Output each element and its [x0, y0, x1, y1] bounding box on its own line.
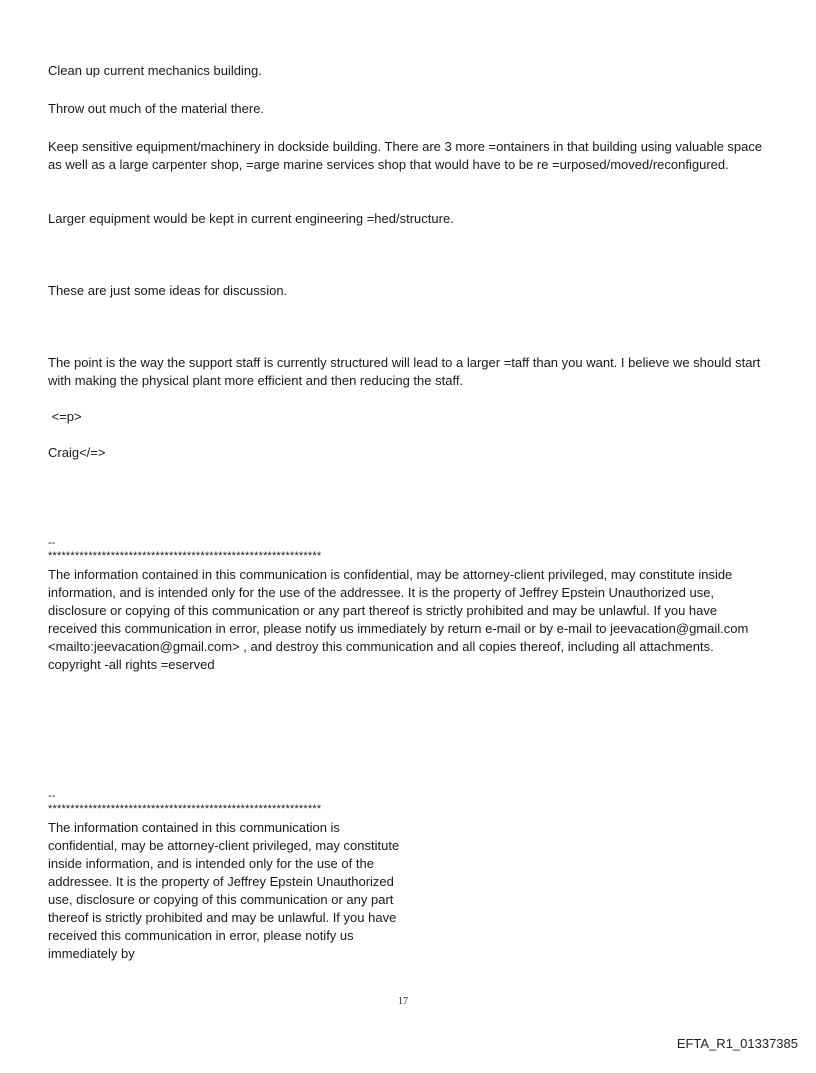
body-line-5: These are just some ideas for discussion.	[48, 283, 288, 298]
signature-line: Craig</=>	[48, 445, 106, 460]
separator-dashes-2: --	[48, 790, 56, 802]
body-line-2: Throw out much of the material there.	[48, 101, 265, 116]
confidentiality-disclaimer-1: The information contained in this communication is confidential, may be attorney-client privileged, may constitute inside information, and is intended only for the use of the addressee. It is the property of Jeffrey Epstein Unauthorized use, disclosure or copying of this communication or any part thereof is strictly prohibited and may be unlawful. If you have received this communication in error, please notify us immediately by return e-mail or by e-mail to jeevacation@gmail.com <mailto:jeevacation@gmail.com> , and destroy this communication and all copies thereof, including all attachments. copyright -all rights =eserved	[48, 567, 752, 672]
document-id: EFTA_R1_01337385	[676, 1036, 798, 1051]
body-paragraph-3: Keep sensitive equipment/machinery in dockside building. There are 3 more =ontainers in that building using valuable space as well as a large carpenter shop, =arge marine services shop that would have to be re =urposed/moved/reconfigured.	[48, 139, 766, 172]
confidentiality-disclaimer-2: The information contained in this communication is confidential, may be attorney-client privileged, may constitute inside information, and is intended only for the use of the addressee. It is the property of Jeffrey Epstein Unauthorized use, disclosure or copying of this communication or any part thereof is strictly prohibited and may be unlawful. If you have received this communication in error, please notify us immediately by	[48, 820, 403, 961]
separator-stars-1: *************************************************************	[48, 550, 322, 562]
body-line-7: <=p>	[48, 409, 82, 424]
body-paragraph-6: The point is the way the support staff is currently structured will lead to a larger =taff than you want. I believe we should start with making the physical plant more efficient and then reducing the staff.	[48, 355, 764, 388]
separator-dashes-1: --	[48, 537, 56, 549]
separator-stars-2: *************************************************************	[48, 803, 322, 815]
body-line-1: Clean up current mechanics building.	[48, 63, 262, 78]
page-number: 17	[398, 996, 408, 1007]
body-line-4: Larger equipment would be kept in current engineering =hed/structure.	[48, 211, 454, 226]
